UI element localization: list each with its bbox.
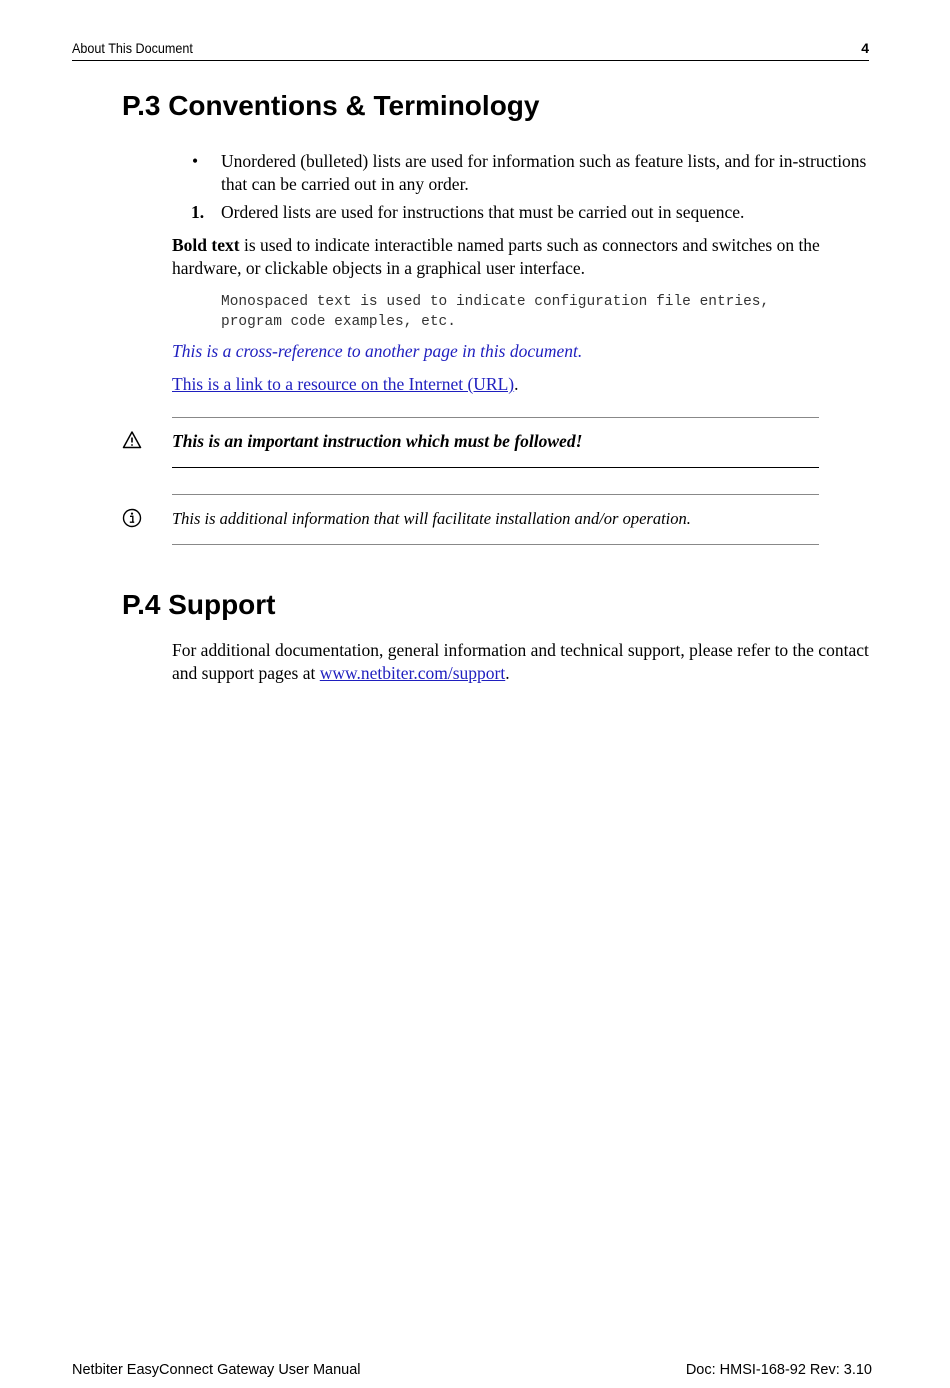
cross-reference-text[interactable]: This is a cross-reference to another page in this document. — [172, 341, 583, 361]
bullet-list-item: Unordered (bulleted) lists are used for information such as feature lists, and for in-structions that can be carried out in any order. — [221, 151, 867, 194]
support-text: For additional documentation, general information and technical support, please refer to the contact and support pages at — [172, 640, 869, 683]
info-bottom-rule — [172, 544, 819, 545]
footer-manual-title: Netbiter EasyConnect Gateway User Manual — [72, 1362, 361, 1378]
header-section-title: About This Document — [72, 40, 193, 56]
info-text: This is additional information that will facilitate installation and/or operation. — [172, 509, 691, 528]
header-page-number: 4 — [861, 40, 869, 56]
url-link[interactable]: This is a link to a resource on the Internet (URL) — [172, 374, 515, 394]
bold-text-paragraph — [172, 234, 862, 280]
support-paragraph — [172, 639, 872, 685]
support-trailing: . — [505, 663, 510, 683]
warning-top-rule — [172, 417, 819, 418]
warning-triangle-icon — [122, 430, 142, 450]
mono-line-2: program code examples, etc. — [221, 314, 456, 330]
bullet-marker: • — [192, 151, 199, 171]
bold-description: is used to indicate interactible named parts such as connectors and switches on the hardware, or clickable objects in a graphical user interface. — [172, 235, 820, 278]
url-paragraph — [172, 373, 872, 396]
info-circle-icon — [122, 508, 142, 528]
section-title-support: P.4 Support — [122, 589, 276, 620]
info-top-rule — [172, 494, 819, 495]
page-header — [72, 38, 869, 61]
url-trailing: . — [514, 374, 519, 394]
ordered-list-item: Ordered lists are used for instructions that must be carried out in sequence. — [221, 202, 745, 222]
section-title-conventions: P.3 Conventions & Terminology — [122, 90, 540, 121]
bold-term: Bold text — [172, 235, 240, 255]
warning-bottom-rule — [172, 467, 819, 468]
warning-text: This is an important instruction which must be followed! — [172, 431, 583, 451]
support-link[interactable]: www.netbiter.com/support — [319, 663, 506, 683]
ordered-marker: 1. — [191, 202, 205, 222]
monospace-example — [221, 292, 861, 332]
mono-line-1: Monospaced text is used to indicate configuration file entries, — [221, 294, 770, 310]
footer-doc-revision: Doc: HMSI-168-92 Rev: 3.10 — [685, 1362, 872, 1378]
